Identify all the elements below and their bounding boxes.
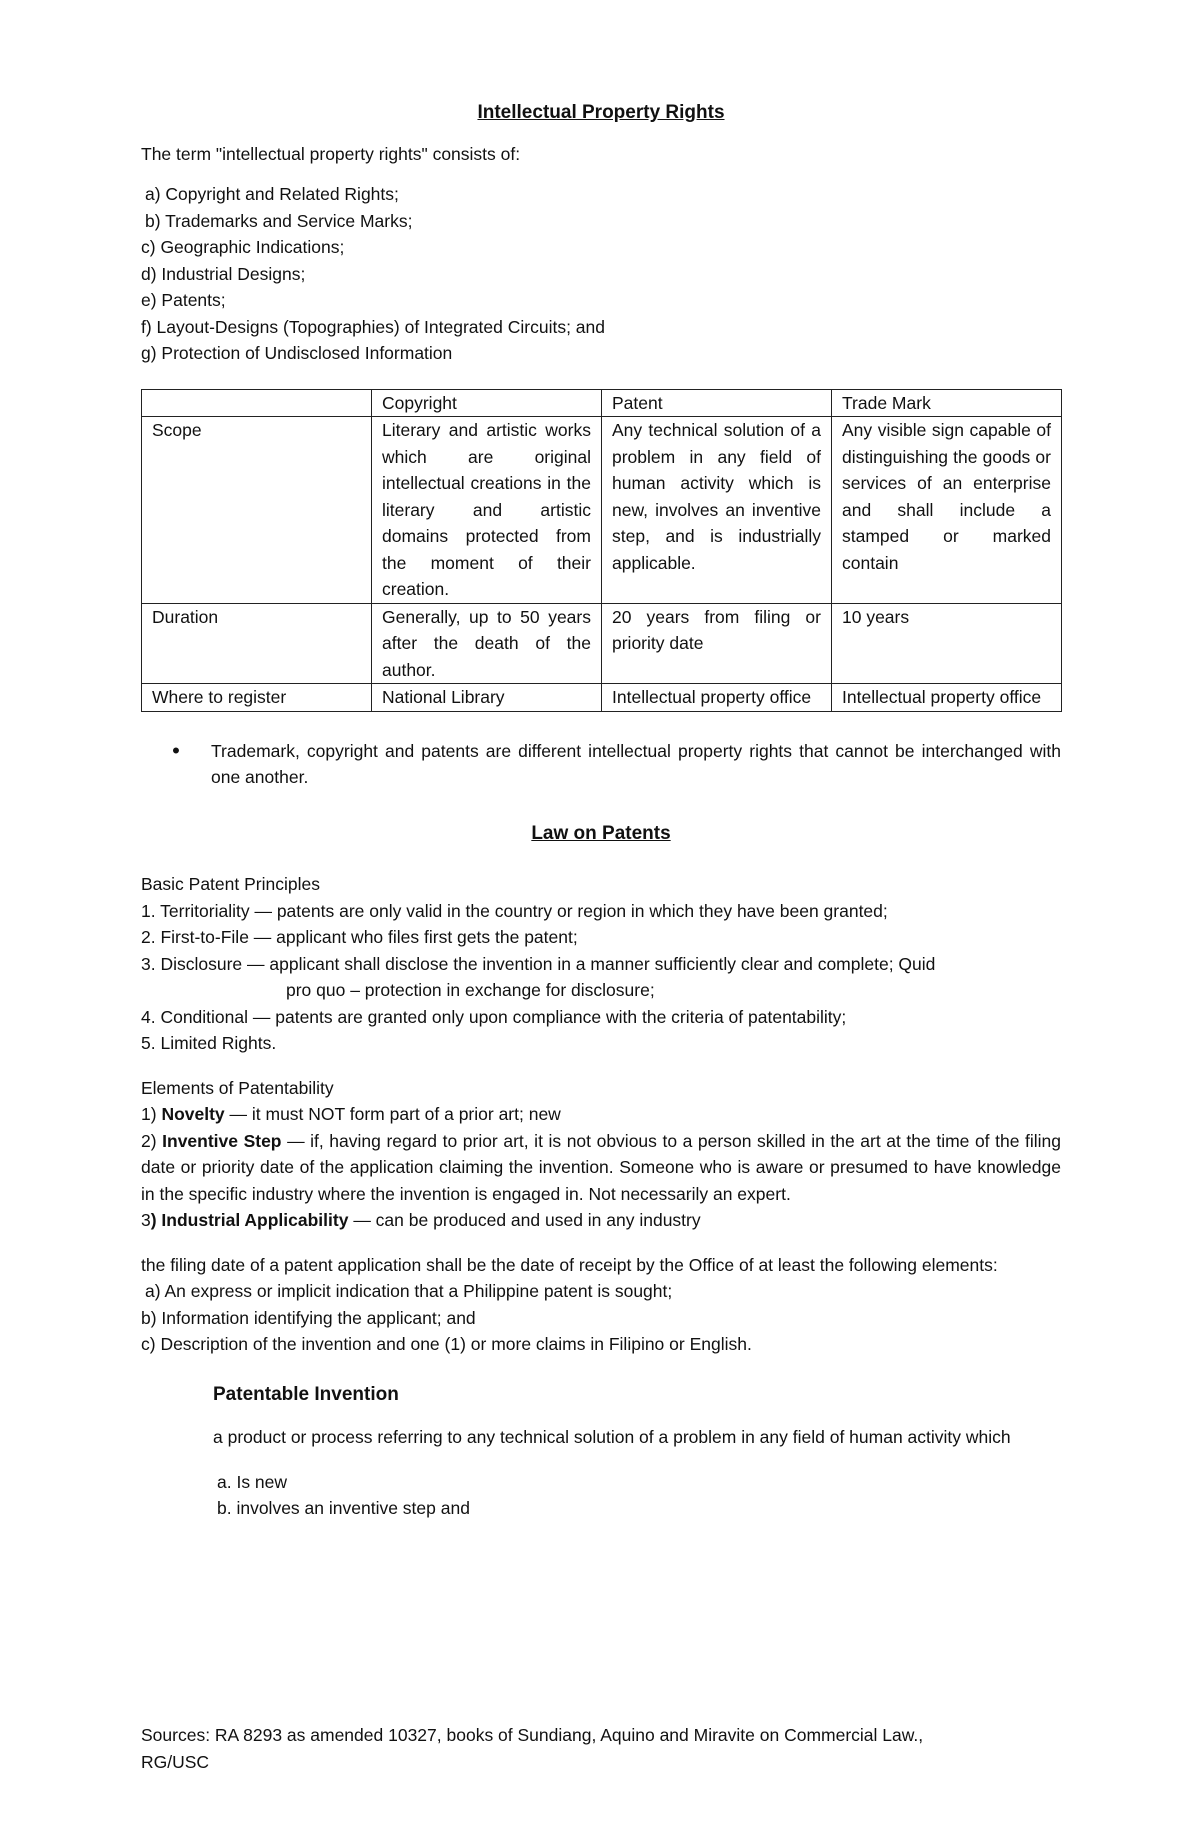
table-row [142, 417, 1062, 604]
principle-item: 2. First-to-File — applicant who files first gets the patent; [141, 927, 578, 947]
comparison-table [141, 389, 1062, 712]
principle-item: 4. Conditional — patents are granted only upon compliance with the criteria of patentability; [141, 1006, 847, 1027]
patentable-text: a product or process referring to any technical solution of a problem in any field of human activity which [213, 1427, 1011, 1447]
element-number: 2) [141, 1130, 163, 1151]
table-cell: Intellectual property office [602, 684, 832, 712]
principles-section [141, 871, 1061, 1057]
table-cell: Literary and artistic works which are original intellectual creations in the literary and artistic domains protected from the moment of their creation. [372, 417, 602, 604]
element-term: Inventive Step [162, 1130, 282, 1151]
filing-item: c) Description of the invention and one (1) or more claims in Filipino or English. [141, 1334, 752, 1354]
table-header-cell: Trade Mark [832, 389, 1062, 417]
table-cell: National Library [372, 684, 602, 712]
ipr-item-d: d) Industrial Designs; [141, 263, 306, 284]
page-title: Intellectual Property Rights [477, 102, 725, 123]
ipr-list [141, 181, 1061, 367]
table-cell: 20 years from filing or priority date [602, 603, 832, 684]
patentable-section [141, 1382, 1061, 1522]
table-row [142, 684, 1062, 712]
patentable-item: b. involves an inventive step and [217, 1498, 470, 1518]
ipr-item-c: c) Geographic Indications; [141, 237, 345, 257]
element-text: — can be produced and used in any industry [348, 1210, 701, 1230]
element-text: — if, having regard to prior art, it is not obvious to a person skilled in the art at the time of the filing date or priority date of the application claiming the invention. Someone who is aware or presumed to have knowledge in the specific industry where the invention is engaged in. Not necessarily an expert. [141, 1130, 1061, 1204]
table-header-cell: Copyright [372, 389, 602, 417]
bullet-text: Trademark, copyright and patents are different intellectual property rights that cannot be interchanged with one another. [211, 740, 1061, 787]
element-term: ) Industrial Applicability [150, 1210, 349, 1230]
table-header-cell [142, 389, 372, 417]
section-title-law-on-patents: Law on Patents [531, 822, 671, 844]
table-row [142, 603, 1062, 684]
principle-item-continuation: pro quo – protection in exchange for disclosure; [286, 980, 655, 1000]
principle-item: 5. Limited Rights. [141, 1033, 277, 1053]
element-number: 3 [141, 1210, 151, 1230]
sources-footer [141, 1722, 1061, 1775]
elements-heading: Elements of Patentability [141, 1077, 334, 1098]
table-cell: Intellectual property office [832, 684, 1062, 712]
element-item [141, 1207, 1061, 1234]
ipr-item-e: e) Patents; [141, 290, 226, 310]
bullet-icon: • [172, 737, 180, 763]
table-row-label: Duration [142, 603, 372, 684]
element-item [141, 1101, 1061, 1128]
principle-item: 3. Disclosure — applicant shall disclose the invention in a manner sufficiently clear and complete; Quid [141, 953, 936, 974]
table-row-label: Scope [142, 417, 372, 604]
filing-text: the filing date of a patent application shall be the date of receipt by the Office of at least the following elements: [141, 1254, 998, 1275]
table-cell: Generally, up to 50 years after the death of the author. [372, 603, 602, 684]
filing-item: b) Information identifying the applicant; and [141, 1307, 476, 1328]
ipr-item-b: b) Trademarks and Service Marks; [145, 210, 413, 231]
filing-item: a) An express or implicit indication that a Philippine patent is sought; [145, 1281, 673, 1301]
bullet-note [141, 738, 1061, 791]
table-row-label: Where to register [142, 684, 372, 712]
principles-heading: Basic Patent Principles [141, 874, 320, 894]
table-header-row [142, 389, 1062, 417]
table-cell: 10 years [832, 603, 1062, 684]
element-number: 1) [141, 1104, 162, 1124]
patentable-item: a. Is new [217, 1471, 288, 1492]
elements-section [141, 1075, 1061, 1234]
ipr-item-f: f) Layout-Designs (Topographies) of Integrated Circuits; and [141, 316, 605, 337]
element-text: — it must NOT form part of a prior art; new [224, 1104, 561, 1124]
table-header-cell: Patent [602, 389, 832, 417]
document-body [141, 100, 1061, 1522]
patentable-heading: Patentable Invention [213, 1383, 399, 1405]
element-item [141, 1128, 1061, 1208]
table-cell: Any visible sign capable of distinguishing the goods or services of an enterprise and shall include a stamped or marked contain [832, 417, 1062, 604]
element-term: Novelty [161, 1104, 225, 1124]
sources-line: RG/USC [141, 1751, 210, 1772]
ipr-item-g: g) Protection of Undisclosed Information [141, 343, 453, 363]
intro-text: The term "intellectual property rights" consists of: [141, 143, 521, 164]
ipr-item-a: a) Copyright and Related Rights; [145, 184, 399, 204]
sources-line: Sources: RA 8293 as amended 10327, books of Sundiang, Aquino and Miravite on Commercial Law., [141, 1725, 924, 1745]
principle-item: 1. Territoriality — patents are only valid in the country or region in which they have been granted; [141, 900, 888, 921]
filing-section [141, 1252, 1061, 1358]
table-cell: Any technical solution of a problem in any field of human activity which is new, involves an inventive step, and is industrially applicable. [602, 417, 832, 604]
